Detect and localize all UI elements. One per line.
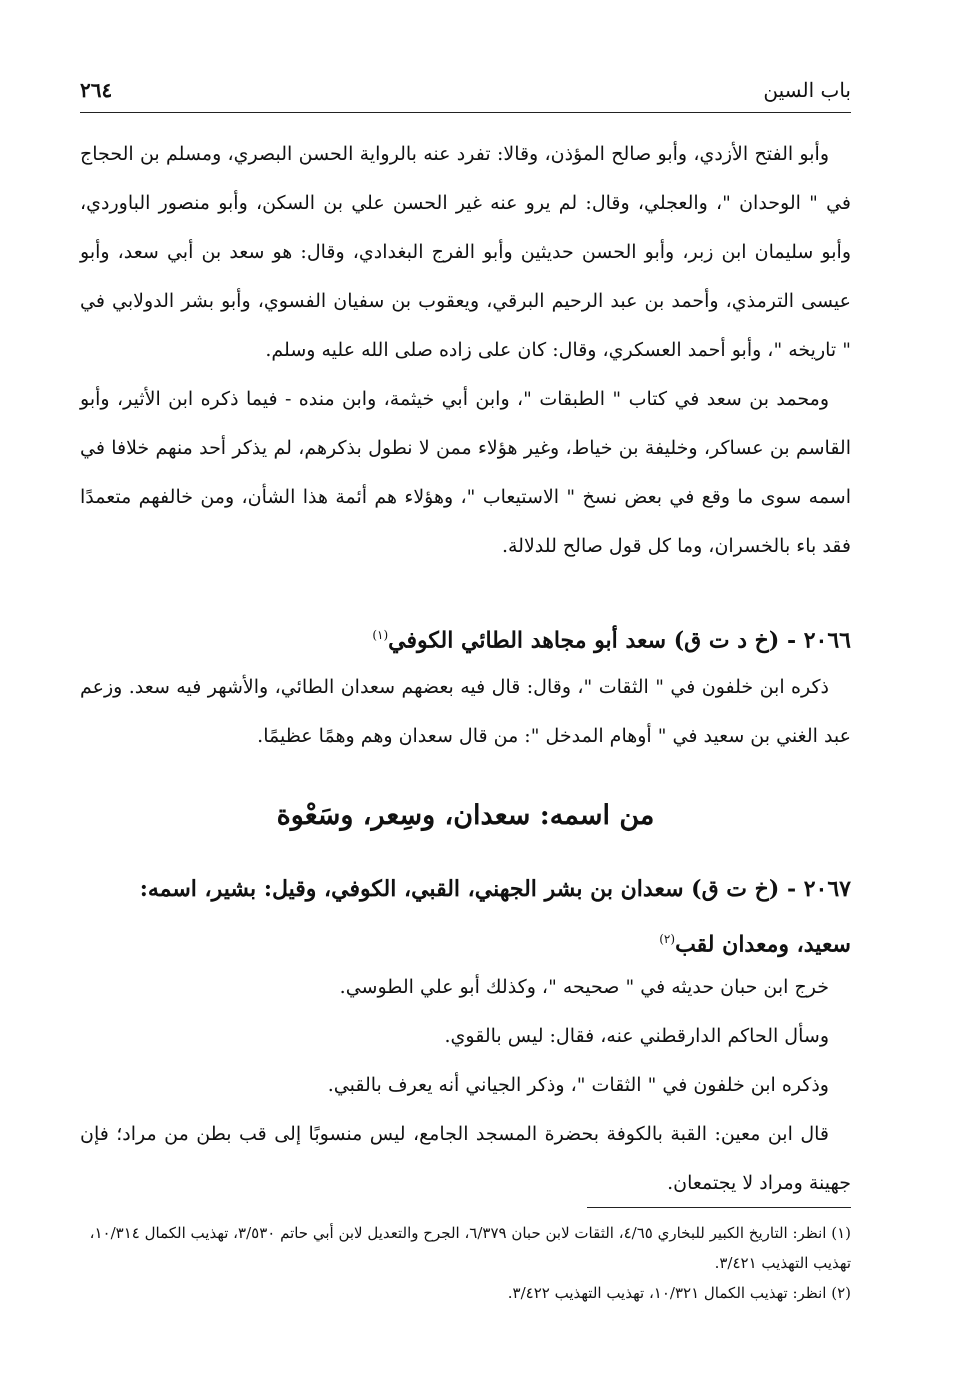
entry-2066-title — [80, 610, 851, 665]
footnote-2: (٢) انظر: تهذيب الكمال ١٠/٣٢١، تهذيب التهذيب ٣/٤٢٢. — [507, 1284, 851, 1302]
chapter-title: باب السين — [763, 78, 851, 102]
paragraph-2: ومحمد بن سعد في كتاب " الطبقات "، وابن أبي خيثمة، وابن منده - فيما ذكره ابن الأثير، وأبو القاسم بن عساكر، وخليفة بن خياط، وغير هؤلاء ممن لا نطول بذكرهم، لم يذكر أحد منهم خلافا في اسمه سوى ما وقع في بعض نسخ " الاستيعاب "، وهؤلاء هم أئمة هذا الشأن، ومن خالفهم متعمدًا فقد باء بالخسران، وما كل قول صالح للدلالة. — [80, 388, 851, 557]
main-text-block — [80, 130, 851, 571]
footnotes — [80, 1218, 851, 1308]
entry-2067-body — [80, 963, 851, 1208]
entry-2067-text: قال ابن معين: القبة بالكوفة بحضرة المسجد الجامع، ليس منسوبًا إلى قب بطن من مراد؛ فإن جهينة ومراد لا يجتمعان. — [80, 1123, 851, 1194]
entry-2067-title-text: ٢٠٦٧ - (خ ت ق) سعدان بن بشر الجهني، القبي، الكوفي، وقيل: بشير، اسمه: سعيد، ومعدان لقب — [139, 876, 851, 958]
footnote-ref-1: (١) — [372, 628, 389, 642]
footnote-1: (١) انظر: التاريخ الكبير للبخاري ٤/٦٥، الثقات لابن حبان ٦/٣٧٩، الجرح والتعديل لابن أبي حاتم ٣/٥٣٠، تهذيب الكمال ١٠/٣١٤، تهذيب التهذيب ٣/٤٢١. — [89, 1224, 851, 1272]
section-heading: من اسمه: سعدان، وسِعر، وسَعْوة — [276, 800, 655, 831]
entry-2066-title-text: ٢٠٦٦ - (خ د ت ق) سعد أبو مجاهد الطائي الكوفي — [388, 627, 851, 654]
entry-2066-text: ذكره ابن خلفون في " الثقات "، وقال: قال فيه بعضهم سعدان الطائي، والأشهر فيه سعد. وزعم عبد الغني بن سعيد في " أوهام المدخل ": من قال سعدان وهم وهمًا عظيمًا. — [80, 676, 851, 747]
entry-2067-line-1: خرج ابن حبان حديثه في " صحيحه "، وكذلك أبو علي الطوسي. — [339, 976, 829, 998]
footnote-divider — [587, 1207, 851, 1208]
page-number: ٢٦٤ — [80, 78, 113, 102]
entry-2067-title — [80, 864, 851, 969]
paragraph-1: وأبو الفتح الأزدي، وأبو صالح المؤذن، وقالا: تفرد عنه بالرواية الحسن البصري، ومسلم بن الحجاج في " الوحدان "، والعجلي، وقال: لم يرو عنه غير الحسن علي بن السكن، وأبو منصور الباوردي، وأبو سليمان ابن زبر، وأبو الحسن حديثين وأبو الفرج البغدادي، وقال: هو سعد بن أبي سعد، وأبو عيسى الترمذي، وأحمد بن عبد الرحيم البرقي، ويعقوب بن سفيان الفسوي، وأبو بشر الدولابي في " تاريخه "، وأبو أحمد العسكري، وقال: كان على زاده صلى الله عليه وسلم. — [80, 143, 851, 361]
footnote-ref-2: (٢) — [659, 932, 676, 946]
page-header — [80, 68, 851, 113]
entry-2067-line-2: وسأل الحاكم الدارقطني عنه، فقال: ليس بالقوي. — [444, 1025, 829, 1047]
entry-2066-body — [80, 663, 851, 761]
entry-2067-line-3: وذكره ابن خلفون في " الثقات "، وذكر الجياني أنه يعرف بالقبي. — [327, 1074, 829, 1096]
